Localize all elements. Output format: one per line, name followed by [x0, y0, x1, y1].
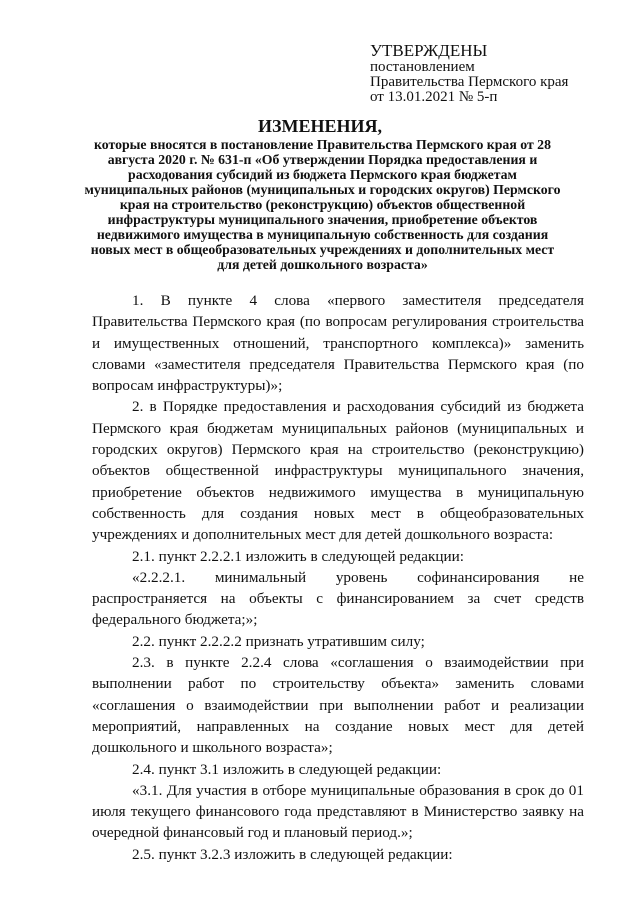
document-body	[92, 290, 584, 865]
paragraph-2-1-text: «2.2.2.1. минимальный уровень софинансирования не распространяется на объекты с финансированием за счет средств федерального бюджета;»;	[92, 568, 584, 629]
paragraph-2: 2. в Порядке предоставления и расходования субсидий из бюджета Пермского края бюджетам муниципальных районов (муниципальных и городских округов) Пермского края на строительство (реконструкцию) объектов общественной инфраструктуры муниципального значения, приобретение объектов недвижимого имущества в муниципальную собственность для создания новых мест в общеобразовательных учреждениях и дополнительных мест для детей дошкольного возраста:	[92, 398, 584, 544]
paragraph-2-1: 2.1. пункт 2.2.2.1 изложить в следующей редакции:	[132, 547, 464, 565]
paragraph-2-4-text: «3.1. Для участия в отборе муниципальные образования в срок до 01 июля текущего финансового года представляют в Министерство заявку на очередной финансовый год и плановый период.»;	[92, 781, 584, 842]
approval-date-number: от 13.01.2021 № 5-п	[370, 89, 498, 105]
paragraph-2-5: 2.5. пункт 3.2.3 изложить в следующей редакции:	[132, 845, 453, 863]
approval-stamp	[370, 42, 630, 105]
paragraph-2-2: 2.2. пункт 2.2.2.2 признать утратившим силу;	[132, 632, 425, 650]
approval-title: УТВЕРЖДЕНЫ	[370, 41, 488, 60]
paragraph-1: 1. В пункте 4 слова «первого заместителя председателя Правительства Пермского края (по вопросам регулирования строительства и имущественных отношений, транспортного комплекса)» заменить словами «заместителя председателя Правительства Пермского края (по вопросам инфраструктуры)»;	[92, 292, 584, 395]
paragraph-2-4: 2.4. пункт 3.1 изложить в следующей редакции:	[132, 760, 442, 778]
document-subtitle: которые вносятся в постановление Правительства Пермского края от 28 августа 2020 г. № 631-п «Об утверждении Порядка предоставления и расходования субсидий из бюджета Пермского края бюджетам муниципальных районов (муниципальных и городских округов) Пермского края на строительство (реконструкцию) объектов общественной инфраструктуры муниципального значения, приобретение объектов недвижимого имущества в муниципальную собственность для создания новых мест в общеобразовательных учреждениях и дополнительных мест для детей дошкольного возраста»	[84, 137, 561, 272]
paragraph-2-3: 2.3. в пункте 2.2.4 слова «соглашения о взаимодействии при выполнении работ по строительству объекта» заменить словами «соглашения о взаимодействии при выполнении работ и реализации мероприятий, направленных на создание новых мест для детей дошкольного и школьного возраста»;	[92, 654, 584, 757]
document-heading: ИЗМЕНЕНИЯ,	[257, 116, 382, 136]
approval-line: постановлением	[370, 59, 475, 75]
approval-authority: Правительства Пермского края	[370, 74, 569, 90]
